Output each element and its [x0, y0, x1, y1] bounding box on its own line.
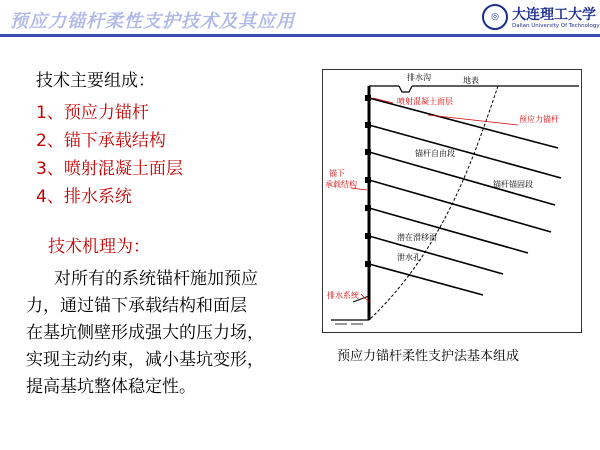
label-slip-surface: 潜在滑移面: [397, 233, 437, 242]
mechanism-line: 提高基坑整体稳定性。: [26, 377, 196, 397]
label-drain-hole: 泄水孔: [397, 253, 421, 262]
label-drain-ditch: 排水沟: [407, 73, 431, 82]
slip-surface-curve: [369, 86, 498, 320]
label-anchorage-under: 锚下: [329, 169, 345, 178]
header-divider: [0, 34, 600, 37]
label-ground-surface: 地表: [463, 76, 479, 85]
drain-ditch-shape: [399, 86, 412, 92]
slide-title: 预应力锚杆柔性支护技术及其应用: [10, 11, 295, 32]
mechanism-line: 实现主动约束，减小基坑变形，: [26, 350, 264, 370]
logo-chinese-name: 大连理工大学: [512, 7, 596, 23]
anchor-rod: [369, 152, 555, 205]
mechanism-line: 在基坑侧壁形成强大的压力场，: [26, 323, 264, 343]
label-shotcrete: 喷射混凝土面层: [397, 97, 453, 106]
anchor-rod: [369, 264, 483, 295]
university-logo: [482, 4, 600, 32]
component-item: 2、锚下承载结构: [36, 131, 166, 151]
label-anchored-section: 锚杆锚固段: [493, 180, 533, 189]
mechanism-line: 力，通过锚下承载结构和面层: [26, 296, 247, 316]
anchor-rod: [369, 125, 561, 178]
support-diagram: [322, 69, 582, 333]
anchor-rod: [369, 208, 528, 253]
label-drainage-system: 排水系统: [327, 291, 359, 300]
mechanism-line: 对所有的系统锚杆施加预应: [54, 269, 258, 289]
support-diagram-svg: [323, 70, 583, 334]
seal-icon: ◎: [482, 4, 508, 30]
label-bearing-structure: 承载结构: [325, 180, 357, 189]
component-item: 1、预应力锚杆: [36, 103, 149, 123]
component-item: 4、排水系统: [36, 187, 132, 207]
component-item: 3、喷射混凝土面层: [36, 159, 183, 179]
label-free-section: 锚杆自由段: [415, 149, 455, 158]
leader-line: [428, 115, 518, 125]
logo-english-name: Dalian University Of Technology: [512, 23, 600, 29]
anchor-group: [369, 98, 561, 295]
mechanism-title: 技术机理为：: [48, 237, 150, 257]
components-title: 技术主要组成：: [36, 71, 155, 91]
label-prestressed-anchor: 预应力锚杆: [519, 115, 559, 124]
figure-caption: 预应力锚杆柔性支护法基本组成: [337, 349, 520, 364]
